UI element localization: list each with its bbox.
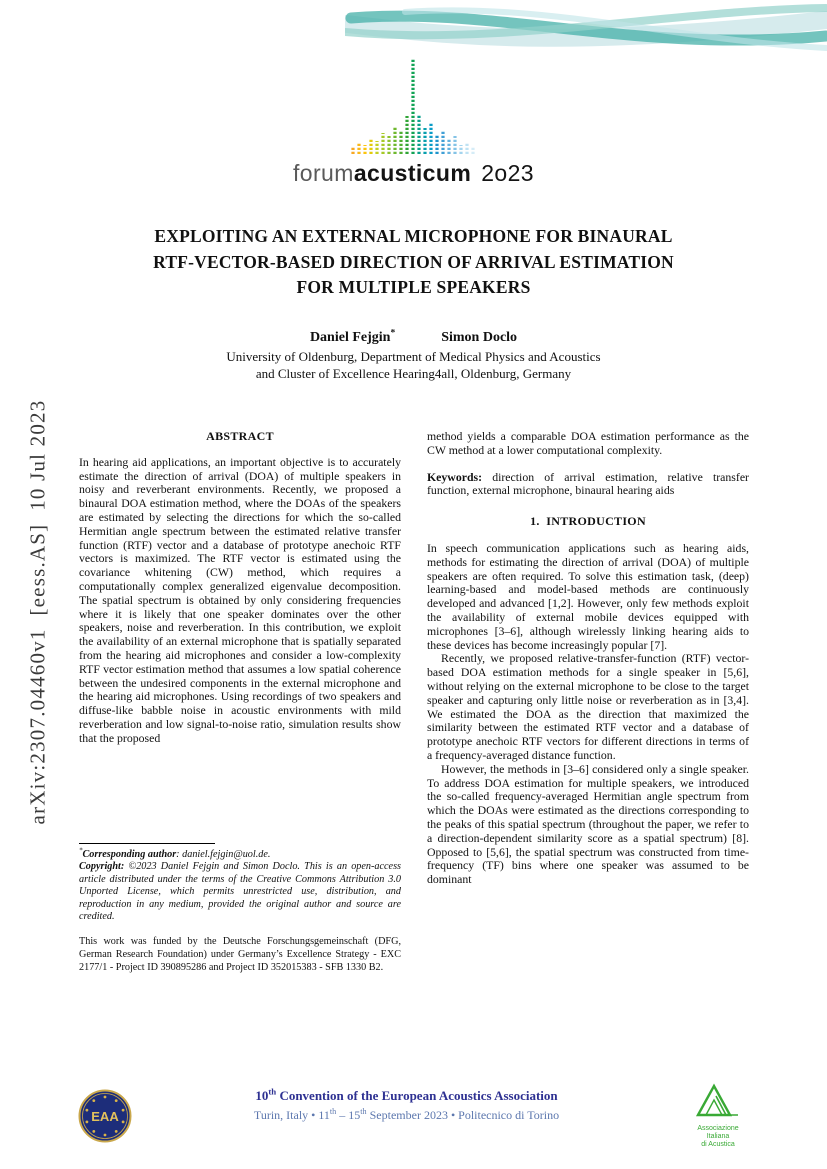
abstract-text: In hearing aid applications, an important objective is to accurately estimate the direction of arrival (DOA) of multiple speakers in noisy and reverberant environments. Recently, we proposed a binaural DOA estimation method, where the DOAs of the speakers are estimated by selecting the directions for which the so-called Hermitian angle spectrum between the estimated relative transfer function (RTF) vector and a database of prototype anechoic RTF vectors is maximized. The RTF vector is estimated using the covariance whitening (CW) method, which requires a computationally complex generalized eigenvalue decomposition. The spatial spectrum is obtained by only considering frequencies where it is likely that one speaker dominates over the other speakers, noise and reverberation. In this contribution, we exploit the availability of an external microphone that is spatially separated from the hearing aid microphones and consider a low-complexity RTF vector estimation method that assumes a low spatial coherence between the undesired components in the external microphone and the hearing aid microphones. Using recordings of two speakers and diffuse-like babble noise in acoustic environments with mild reverberation and low signal-to-noise ratio, simulation results show that the proposed xyxy=(79,454,401,745)
venue-part-1: Turin, Italy • 11 xyxy=(253,1108,330,1122)
corresponding-author-email: daniel.fejgin@uol.de. xyxy=(182,849,271,860)
body-columns xyxy=(79,430,749,1022)
aia-logo-text xyxy=(681,1125,755,1149)
affiliation xyxy=(0,348,827,382)
author-2 xyxy=(441,330,517,345)
footnotes xyxy=(79,849,401,923)
keywords-label: Keywords: xyxy=(427,469,483,484)
author-1-name: Daniel Fejgin xyxy=(309,330,391,345)
eaa-logo xyxy=(78,1089,132,1143)
keywords xyxy=(427,471,749,499)
convention-line xyxy=(132,1088,681,1104)
footnote-rule xyxy=(79,843,215,844)
venue-line xyxy=(132,1108,681,1123)
footer-convention-info xyxy=(132,1082,681,1123)
introduction-heading: 1. INTRODUCTION xyxy=(530,514,646,529)
intro-paragraph-3: However, the methods in [3–6] considered only a single speaker. To address DOA estimation for multiple speakers, we introduced the so-called frequency-averaged Hermitian angle spectrum from which the DOAs were estimated as the directions corresponding to the peaks of this spatial spectrum (throughout the paper, we refer to a direction-dependent similarity score as a spatial spectrum) [8]. Opposed to [5,6], the spatial spectrum was constructed from time-frequency (TF) bins where one speaker was assumed to be dominant xyxy=(427,761,749,887)
logo-word-acusticum: acusticum xyxy=(353,160,472,186)
convention-text: Convention of the European Acoustics Association xyxy=(276,1088,558,1103)
funding-note: This work was funded by the Deutsche Forschungsgemeinschaft (DFG, German Research Foundation) under Germany’s Excellence Strategy - EXC 2177/1 - Project ID 390895286 and Project ID 352015383 - SFB 1330 B2. xyxy=(79,936,401,973)
forum-acusticum-logo-mark xyxy=(348,56,480,156)
abstract-continuation: method yields a comparable DOA estimation performance as the CW method at a lower computational complexity. xyxy=(427,429,749,457)
convention-ordinal: th xyxy=(268,1086,277,1097)
forum-acusticum-logo-text xyxy=(0,160,827,187)
author-list xyxy=(0,330,827,346)
venue-part-3: September 2023 • Politecnico di Torino xyxy=(366,1108,560,1122)
aia-text-line-3: di Acustica xyxy=(701,1141,735,1148)
author-1 xyxy=(310,330,395,345)
author-1-mark: * xyxy=(390,328,396,339)
corresponding-author-label: Corresponding author xyxy=(82,849,177,860)
paper-title-line-3: FOR MULTIPLE SPEAKERS xyxy=(296,277,531,297)
right-column xyxy=(427,430,749,1022)
aia-logo xyxy=(681,1082,755,1149)
corresponding-author-separator: : xyxy=(176,849,183,860)
keywords-text: direction of arrival estimation, relative transfer function, external microphone, binaural hearing aids xyxy=(427,469,749,498)
affiliation-line-1: University of Oldenburg, Department of Medical Physics and Acoustics xyxy=(226,349,601,364)
paper-title-line-2: RTF-VECTOR-BASED DIRECTION OF ARRIVAL ESTIMATION xyxy=(153,251,674,272)
left-column xyxy=(79,430,401,1022)
logo-word-forum: forum xyxy=(293,160,354,186)
logo-year: 2o23 xyxy=(481,160,534,186)
footnote-block xyxy=(79,843,401,974)
affiliation-line-2: and Cluster of Excellence Hearing4all, Oldenburg, Germany xyxy=(255,366,572,381)
copyright-note xyxy=(79,861,401,923)
aia-text-line-2: Italiana xyxy=(706,1133,730,1140)
arxiv-watermark: arXiv:2307.04460v1 [eess.AS] 10 Jul 2023 xyxy=(25,399,50,825)
page-footer xyxy=(78,1082,755,1149)
copyright-label: Copyright: xyxy=(79,861,125,873)
corresponding-author-note xyxy=(79,849,401,861)
paper-title xyxy=(60,224,767,301)
intro-paragraph-1: In speech communication applications such as hearing aids, methods for estimating the direction of arrival (DOA) of multiple speakers are often required. To solve this estimation task, (deep) learning-based and model-based methods are continuously developed and advanced [1,2]. However, only few methods exploit the availability of external mobile devices equipped with microphones [3–6], although wirelessly linking hearing aids to these devices has become increasingly popular [7]. xyxy=(427,540,749,652)
forum-acusticum-logo xyxy=(0,56,827,187)
intro-paragraph-2: Recently, we proposed relative-transfer-function (RTF) vector-based DOA estimation methods for a single speaker in [5,6], without relying on the external microphone to be close to the target speaker and capturing only little noise or reverberation as in [3,4]. We estimated the DOA as the direction that maximized the similarity between the estimated RTF vector and a database of prototype anechoic RTF vectors for different directions in terms of a frequency-averaged distance function. xyxy=(427,651,749,762)
abstract-heading: ABSTRACT xyxy=(206,429,274,443)
paper-title-line-1: EXPLOITING AN EXTERNAL MICROPHONE FOR BINAURAL xyxy=(154,226,673,246)
venue-ordinal-1: th xyxy=(329,1107,337,1116)
convention-number: 10 xyxy=(255,1088,269,1103)
copyright-text: ©2023 Daniel Fejgin and Simon Doclo. This is an open-access article distributed under the terms of the Creative Commons Attribution 3.0 Unported License, which permits unrestricted use, distribution, and reproduction in any medium, provided the original author and source are credited. xyxy=(79,861,401,923)
author-2-name: Simon Doclo xyxy=(441,330,518,345)
decorative-swoosh xyxy=(345,0,827,62)
aia-logo-mark xyxy=(693,1082,743,1118)
venue-part-2: – 15 xyxy=(336,1108,361,1122)
eaa-logo-label: EAA xyxy=(91,1108,119,1124)
footnote-star: * xyxy=(79,847,83,855)
aia-text-line-1: Associazione xyxy=(697,1125,739,1132)
venue-ordinal-2: th xyxy=(360,1107,367,1116)
